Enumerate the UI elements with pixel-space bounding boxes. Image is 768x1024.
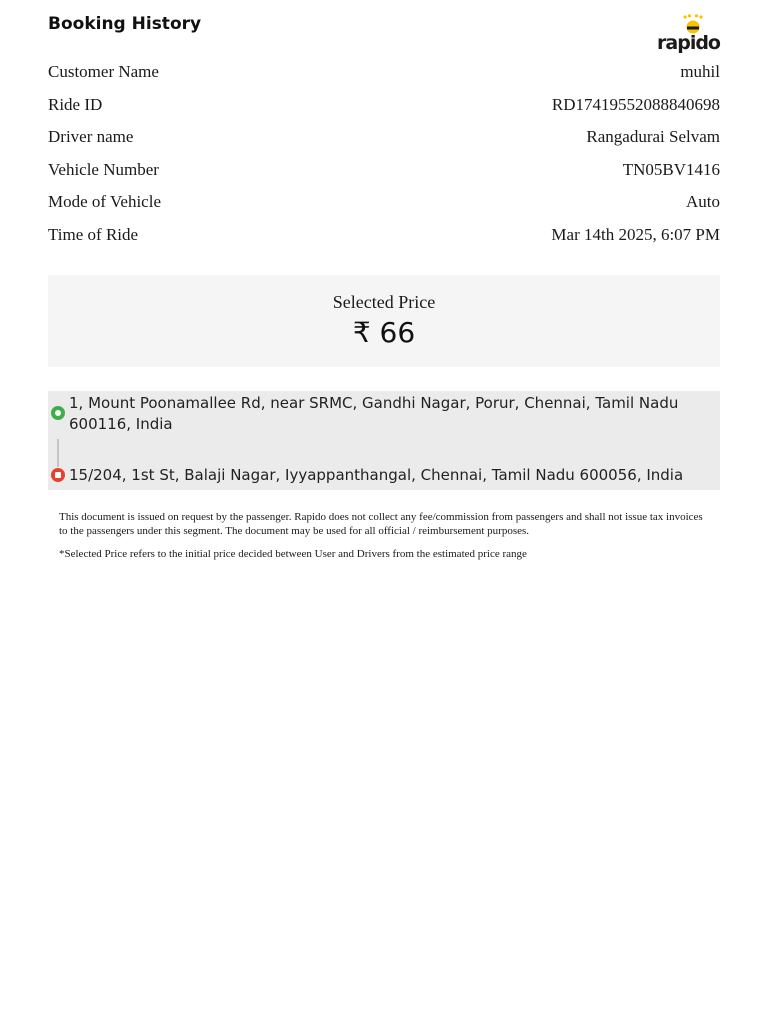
price-footnote: *Selected Price refers to the initial price decided between User and Drivers from the estimated price range [59, 548, 527, 560]
route-connector [57, 439, 59, 467]
detail-value: Auto [686, 192, 720, 212]
drop-location-icon [51, 468, 65, 482]
detail-value: TN05BV1416 [622, 159, 720, 179]
pickup-address: 1, Mount Poonamallee Rd, near SRMC, Gandhi Nagar, Porur, Chennai, Tamil Nadu 600116, India [69, 394, 679, 433]
detail-label: Customer Name [48, 62, 159, 82]
detail-value: RD17419552088840698 [551, 94, 720, 114]
rapido-logo [658, 14, 720, 54]
pickup-location-icon [51, 406, 65, 420]
price-label: Selected Price [332, 292, 436, 312]
detail-label: Ride ID [48, 94, 103, 114]
detail-row-ride-time [48, 219, 720, 252]
detail-label: Vehicle Number [48, 159, 159, 179]
detail-value: Mar 14th 2025, 6:07 PM [551, 224, 720, 244]
detail-row-vehicle-mode [48, 186, 720, 219]
detail-label: Mode of Vehicle [48, 192, 161, 212]
detail-label: Time of Ride [48, 224, 139, 244]
rapido-helmet-icon [682, 14, 704, 34]
page-title: Booking History [48, 14, 202, 34]
detail-label: Driver name [48, 127, 134, 147]
drop-address: 15/204, 1st St, Balaji Nagar, Iyyappanthangal, Chennai, Tamil Nadu 600056, India [69, 466, 684, 484]
selected-price-card [48, 275, 720, 367]
detail-row-ride-id [48, 89, 720, 122]
route-card [48, 391, 720, 490]
detail-row-vehicle-number [48, 154, 720, 187]
header [48, 0, 720, 56]
detail-row-driver-name [48, 121, 720, 154]
disclaimer-text: This document is issued on request by the passenger. Rapido does not collect any fee/commission from passengers and shall not issue tax invoices to the passengers under this segment. The document may be used for all official / reimbursement purposes. [59, 511, 703, 537]
ride-details [48, 56, 720, 251]
detail-value: muhil [680, 62, 720, 82]
booking-history-page [48, 0, 720, 561]
detail-row-customer-name [48, 56, 720, 89]
price-amount: ₹ 66 [352, 316, 416, 349]
rapido-logo-text: rapido [657, 32, 720, 54]
detail-value: Rangadurai Selvam [586, 127, 720, 147]
